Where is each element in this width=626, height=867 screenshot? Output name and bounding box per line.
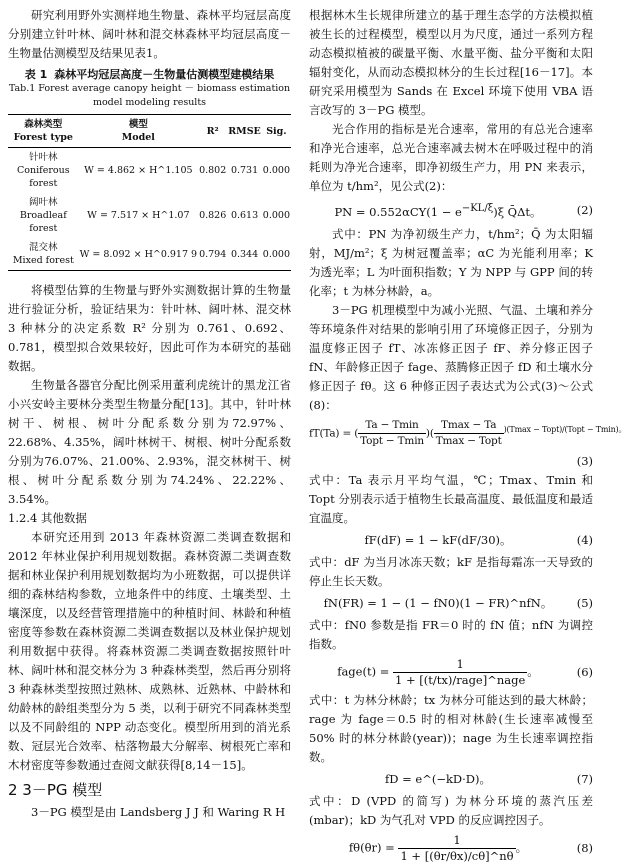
col-forest-type: 森林类型 Forest type bbox=[13, 119, 73, 143]
table-row: 阔叶林 Broadleaf forest W = 7.517 × H^1.07 0.826 0.613 0.000 bbox=[19, 197, 290, 234]
paragraph: 3－PG 模型是由 Landsberg J J 和 Waring R H bbox=[31, 805, 286, 819]
paragraph: 式中：fN0 参数是指 FR＝0 时的 fN 值；nfN 为调控指数。 bbox=[309, 617, 593, 651]
equation-7: fD = e^(−kD·D)。 (7) bbox=[384, 771, 593, 786]
section-title: 2 3－PG 模型 bbox=[8, 781, 103, 799]
paragraph: 式中：D (VPD 的简写) 为林分环境的蒸汽压差(mbar)；kD 为气孔对 VPD 的反应调控因子。 bbox=[309, 793, 593, 827]
paragraph: 式中：t 为林分林龄；tx 为林分可能达到的最大林龄；rage 为 fage＝0.5 时的相对林龄(生长速率减慢至 50% 时的林分林龄(year))；nage 为生长速率调控指数。 bbox=[309, 692, 593, 764]
table-title: 森林平均冠层高度－生物量估测模型建模结果 bbox=[54, 68, 275, 81]
equation-number: (3) bbox=[576, 453, 593, 468]
equation-6: fage(t) = $\frac{1}{\text{1 + [(t/tx)/rage]\textasciicircum{}nage}}$ 。 (6) bbox=[337, 656, 593, 687]
model-table bbox=[8, 114, 291, 271]
paragraph: 式中：PN 为净初级生产力，t/hm²；Q̄ 为太阳辐射，MJ/m²；ξ 为树冠覆盖率；αC 为光能利用率；K 为透光率；L 为叶面积指数；Y 为 NPP 与 GPP 间的转化率；t 为林分林龄，a。 bbox=[309, 226, 593, 298]
paragraph: 根据林木生长规律所建立的基于理生态学的方法模拟植被生长的过程模型，模型以月为尺度，通过一系列方程动态模拟植被的碳量平衡、水量平衡、盐分平衡和太阳辐射变化，从而动态模拟林分的生长过程[16－17]。本研究采用模型为 Sands 在 Excel 环境下使用 VBA 语言改写的 3－PG 模型。 bbox=[309, 8, 593, 117]
table-row: 混交林 Mixed forest W = 8.092 × H^0.917 9 0.794 0.344 0.000 bbox=[8, 238, 291, 271]
right-column bbox=[309, 6, 626, 867]
table-title-en: Tab.1 Forest average canopy height － biomass estimation model modeling results bbox=[8, 83, 291, 108]
equation-8: fθ(θr) = $\frac{1}{1 + [(\theta r/\theta x)/c\theta]\^{}n\theta}$ 。 (8) bbox=[348, 832, 593, 863]
equation-2: PN = $0.552\alpha CY(1 - e^{-KL/\xi})\xi$ Q̄Δt。 (2) bbox=[334, 202, 593, 219]
paragraph: 生物量各器官分配比例采用董利虎统计的黑龙江省小兴安岭主要林分类型生物量分配[13]。其中，针叶林树干、树根、树叶分配系数分别为72.97%、22.68%、4.35%，阔叶林树干、树根、树叶分配系数分别为76.07%、21.00%、2.93%，混交林树干、树根、树叶分配系数分别为74.24%、22.22%、3.54%。 bbox=[8, 378, 291, 506]
col-rmse: RMSE bbox=[228, 125, 261, 137]
equation-5: fN(FR) = 1 − (1 − fN0)(1 − FR)^nfN。 (5) bbox=[323, 595, 593, 610]
section-heading: 1.2.4 其他数据 bbox=[8, 511, 87, 525]
table-label: 表 1 bbox=[24, 68, 48, 81]
col-r2: R² bbox=[206, 125, 219, 137]
paragraph: 式中：dF 为当月冰冻天数；kF 是指每霜冻一天导致的停止生长天数。 bbox=[309, 554, 593, 588]
col-model: 模型 Model bbox=[121, 119, 155, 143]
paragraph: 3－PG 机理模型中为减小光照、气温、土壤和养分等环境条件对结果的影响引用了环境修正因子，分别为温度修正因子 fT、冰冻修正因子 fF、养分修正因子 fN、年龄修正因子 fage、蒸腾修正因子 fD 和土壤水分修正因子 fθ。这 6 种修正因子表达式为公式(3)～公式(8)： bbox=[309, 302, 593, 412]
paragraph: 式中：Ta 表示月平均气温，℃；Tmax、Tmin 和 Topt 分别表示适于植物生长最高温度、最低温度和最适宜温度。 bbox=[309, 472, 593, 525]
paragraph: 将模型估算的生物量与野外实测数据计算的生物量进行验证分析，验证结果为：针叶林、阔叶林、混交林 3 种林分的决定系数 R² 分别为 0.761、0.692、0.781，模型拟合效果较好，因此可作为本研究的基础数据。 bbox=[8, 283, 291, 373]
table-caption bbox=[8, 67, 291, 110]
paragraph: 本研究还用到 2013 年森林资源二类调查数据和 2012 年林业保护利用规划数据。森林资源二类调查数据和林业保护利用规划数据均为小班数据，可以提供详细的森林结构参数，立地条件中的纬度、土壤类型、土壤深度，以及经营管理措施中的种植时间、林龄和种植密度等参数在森林资源二类调查数据以及林业保护规划利用数据中获得。将森林资源二类调查数据按照针叶林、阔叶林和混交林分为 3 种森林类型，然后再分别将 3 种森林类型按照过熟林、成熟林、近熟林、中龄林和幼龄林的龄组类型分为 5 类，以利于研究不同森林类型以及不同龄组的 NPP 动态变化。模型所用到的消光系数、冠层光合效率、枯落物最大分解率、树根死亡率和木材密度等参数通过查阅文献获得[8,14－15]。 bbox=[8, 530, 291, 772]
equation-3: fT(Ta) = ( $\frac{Ta - Tmin}{\text{Topt − Tmin}}$ )( $\frac{Tmax - Ta}{\text{Tmax − Topt}}$ $^{)(Tmax - Topt)/(Topt - Tmin)。}$ bbox=[309, 418, 626, 447]
paragraph: 光合作用的指标是光合速率，常用的有总光合速率和净光合速率，总光合速率减去树木在呼吸过程中的消耗则为净光合速率，即净初级生产力，用 PN 来表示，单位为 t/hm²，见公式(2)： bbox=[309, 122, 593, 193]
col-sig: Sig. bbox=[266, 125, 287, 137]
equation-4: fF(dF) = 1 − kF(dF/30)。 (4) bbox=[364, 532, 593, 547]
paragraph: 研究利用野外实测样地生物量、森林平均冠层高度分别建立针叶林、阔叶林和混交林森林平均冠层高度－生物量估测模型及结果见表1。 bbox=[8, 8, 291, 60]
table-row: 针叶林 Coniferous forest W = 4.862 × H^1.105 0.802 0.731 0.000 bbox=[17, 152, 290, 189]
left-column bbox=[8, 6, 291, 822]
